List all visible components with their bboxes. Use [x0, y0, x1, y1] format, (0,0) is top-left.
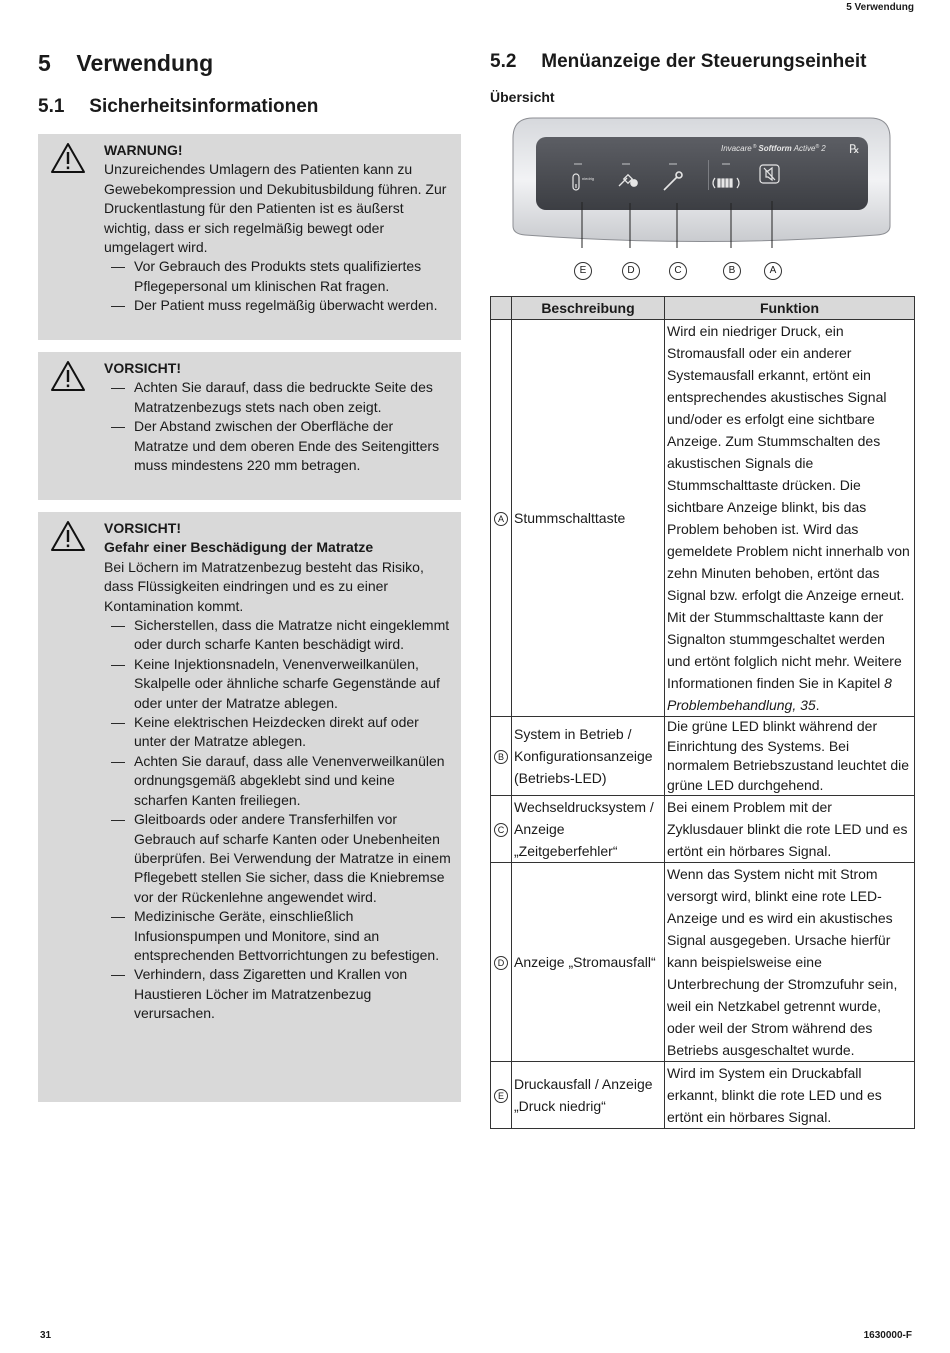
row-description: Druckausfall / Anzeige „Druck niedrig“: [512, 1062, 665, 1129]
callout-c: C: [669, 262, 687, 280]
table-row: [491, 796, 915, 863]
list-item: — Sicherstellen, dass die Matratze nicht eingeklemmt oder durch scharfe Kanten beschädigt wird.: [104, 616, 451, 655]
running-header: 5 Verwendung: [846, 2, 914, 13]
led-e: [574, 163, 582, 165]
list-item: — Gleitboards oder andere Transferhilfen vor Gebrauch auf scharfe Kanten oder Unebenheiten überprüfen. Bei Verwendung der Matratze in einem Pflegebett stellen Sie sicher, dass die Kniebremse vor der Rückenlehne angewendet wird.: [104, 810, 451, 907]
control-panel-illustration: [511, 116, 892, 248]
led-c: [669, 163, 677, 165]
caution-subtitle: Gefahr einer Beschädigung der Matratze: [104, 539, 374, 556]
warning-triangle-icon: [50, 520, 86, 552]
warning-triangle-icon: [50, 360, 86, 392]
row-description: Anzeige „Stromausfall“: [512, 863, 665, 1062]
list-item: — Achten Sie darauf, dass alle Venenverweilkanülen ordnungsgemäß abgeklebt sind und keine scharfen Kanten freiliegen.: [104, 752, 451, 810]
table-row: [491, 1062, 915, 1129]
list-item: — Keine elektrischen Heizdecken direkt auf oder unter der Matratze ablegen.: [104, 713, 451, 752]
callout-d: D: [622, 262, 640, 280]
list-item: — Verhindern, dass Zigaretten und Krallen von Haustieren Löcher im Matratzenbezug verursachen.: [104, 965, 451, 1023]
caution-box-1: [38, 352, 461, 500]
row-description: Stummschalttaste: [512, 320, 665, 717]
section-title: Menüanzeige der Steuerungseinheit: [541, 51, 867, 72]
row-function: Wird im System ein Druckabfall erkannt, blinkt die rote LED und es ertönt ein hörbares Signal.: [665, 1062, 915, 1129]
list-item: — Der Abstand zwischen der Oberfläche der Matratze und dem oberen Ende des Seitengitters muss mindestens 220 mm betragen.: [104, 417, 451, 475]
led-b: [722, 163, 730, 165]
list-item: — Medizinische Geräte, einschließlich Infusionspumpen und Monitore, sind an entsprechenden Bettvorrichtungen zu befestigen.: [104, 907, 451, 965]
caution-title: VORSICHT!: [104, 520, 181, 536]
caution-list: [104, 378, 451, 475]
warning-box: [38, 134, 461, 340]
warning-title: WARNUNG!: [104, 142, 183, 158]
table-row: [491, 320, 915, 717]
list-item: — Keine Injektionsnadeln, Venenverweilkanülen, Skalpelle oder ähnliche scharfe Gegenstände auf oder unter der Matratze ablegen.: [104, 655, 451, 713]
row-description: System in Betrieb / Konfigurationsanzeige (Betriebs-LED): [512, 717, 665, 796]
rx-symbol: ℞: [849, 142, 860, 156]
chapter-title: Verwendung: [76, 50, 214, 76]
header-letter: [491, 297, 512, 320]
section-number: 5.2: [490, 51, 517, 72]
overview-subheading: Übersicht: [490, 89, 555, 105]
callout-a: A: [764, 262, 782, 280]
callout-labels: [0, 262, 950, 282]
section-heading-5-1: [38, 96, 318, 118]
header-function: Funktion: [665, 297, 915, 320]
caution-list: [104, 616, 451, 1024]
section-number: 5.1: [38, 96, 65, 117]
panel-brand: Invacare® Softform Active® 2: [721, 144, 826, 153]
list-item: — Der Patient muss regelmäßig überwacht werden.: [104, 296, 451, 315]
chapter-heading: [38, 50, 213, 77]
led-d: [622, 163, 630, 165]
row-function: Bei einem Problem mit der Zyklusdauer blinkt die rote LED und es ertönt ein hörbares Signal.: [665, 796, 915, 863]
header-description: Beschreibung: [512, 297, 665, 320]
letter-b: B: [494, 750, 508, 764]
row-letter: [491, 1062, 512, 1129]
section-heading-5-2: [490, 51, 866, 73]
table-header-row: [491, 297, 915, 320]
row-description: Wechseldrucksystem / Anzeige „Zeitgeberfehler“: [512, 796, 665, 863]
function-text: Wird ein niedriger Druck, ein Stromausfall oder ein anderer Systemausfall erkannt, ertönt ein entsprechendes akustisches Signal und/oder es erfolgt eine sichtbare Anzeige. Zum Stummschalten des akustischen Signals die Stummschalttaste drücken. Die sichtbare Anzeige blinkt, bis das Problem behoben ist. Wird das gemeldete Problem nicht innerhalb von zehn Minuten behoben, ertönt das Signal bzw. erfolgt die Anzeige erneut. Mit der Stummschalttaste kann der Signalton stummgeschaltet werden und ertönt folglich nicht mehr. Weitere Informationen finden Sie in Kapitel: [667, 323, 910, 691]
row-letter: [491, 717, 512, 796]
table-row: [491, 717, 915, 796]
callout-e: E: [574, 262, 592, 280]
callout-b: B: [723, 262, 741, 280]
warning-triangle-icon: [50, 142, 86, 174]
letter-c: C: [494, 823, 508, 837]
row-letter: [491, 863, 512, 1062]
section-title: Sicherheitsinformationen: [89, 96, 319, 117]
row-letter: [491, 796, 512, 863]
row-function: Die grüne LED blinkt während der Einrichtung des Systems. Bei normalem Betriebszustand leuchtet die grüne LED durchgehend.: [665, 717, 915, 796]
letter-a: A: [494, 512, 508, 526]
warning-text: Unzureichendes Umlagern des Patienten kann zu Gewebekompression und Dekubitusbildung führen. Zur Druckentlastung für den Patienten ist es äußerst wichtig, dass er sich regelmäßig bewegt oder umgelagert wird.: [104, 161, 447, 256]
function-end: .: [815, 697, 820, 713]
chapter-reference: 8 Problembehandlung, 35: [667, 675, 892, 713]
row-letter: [491, 320, 512, 717]
list-item: — Vor Gebrauch des Produkts stets qualifiziertes Pflegepersonal um klinischen Rat fragen.: [104, 257, 451, 296]
niedrig-label: niedrig: [582, 176, 595, 181]
letter-e: E: [494, 1089, 508, 1103]
page-number: 31: [40, 1330, 52, 1341]
caution-box-2: [38, 512, 461, 1102]
row-function: [665, 320, 915, 717]
row-function: Wenn das System nicht mit Strom versorgt wird, blinkt eine rote LED-Anzeige und es wird ein akustisches Signal ausgegeben. Ursache hierfür kann beispielsweise eine Unterbrechung der Stromzufuhr sein, weil ein Netzkabel getrennt wurde, oder weil der Strom während des Betriebs ausgeschaltet wurde.: [665, 863, 915, 1062]
table-row: [491, 863, 915, 1062]
caution-text: Bei Löchern im Matratzenbezug besteht das Risiko, dass Flüssigkeiten eindringen und es zu einer Kontamination kommt.: [104, 558, 424, 614]
chapter-number: 5: [38, 50, 51, 76]
caution-title: VORSICHT!: [104, 360, 181, 376]
document-number: 1630000-F: [863, 1330, 912, 1341]
function-table: [490, 296, 915, 1129]
list-item: — Achten Sie darauf, dass die bedruckte Seite des Matratzenbezugs stets nach oben zeigt.: [104, 378, 451, 417]
letter-d: D: [494, 956, 508, 970]
